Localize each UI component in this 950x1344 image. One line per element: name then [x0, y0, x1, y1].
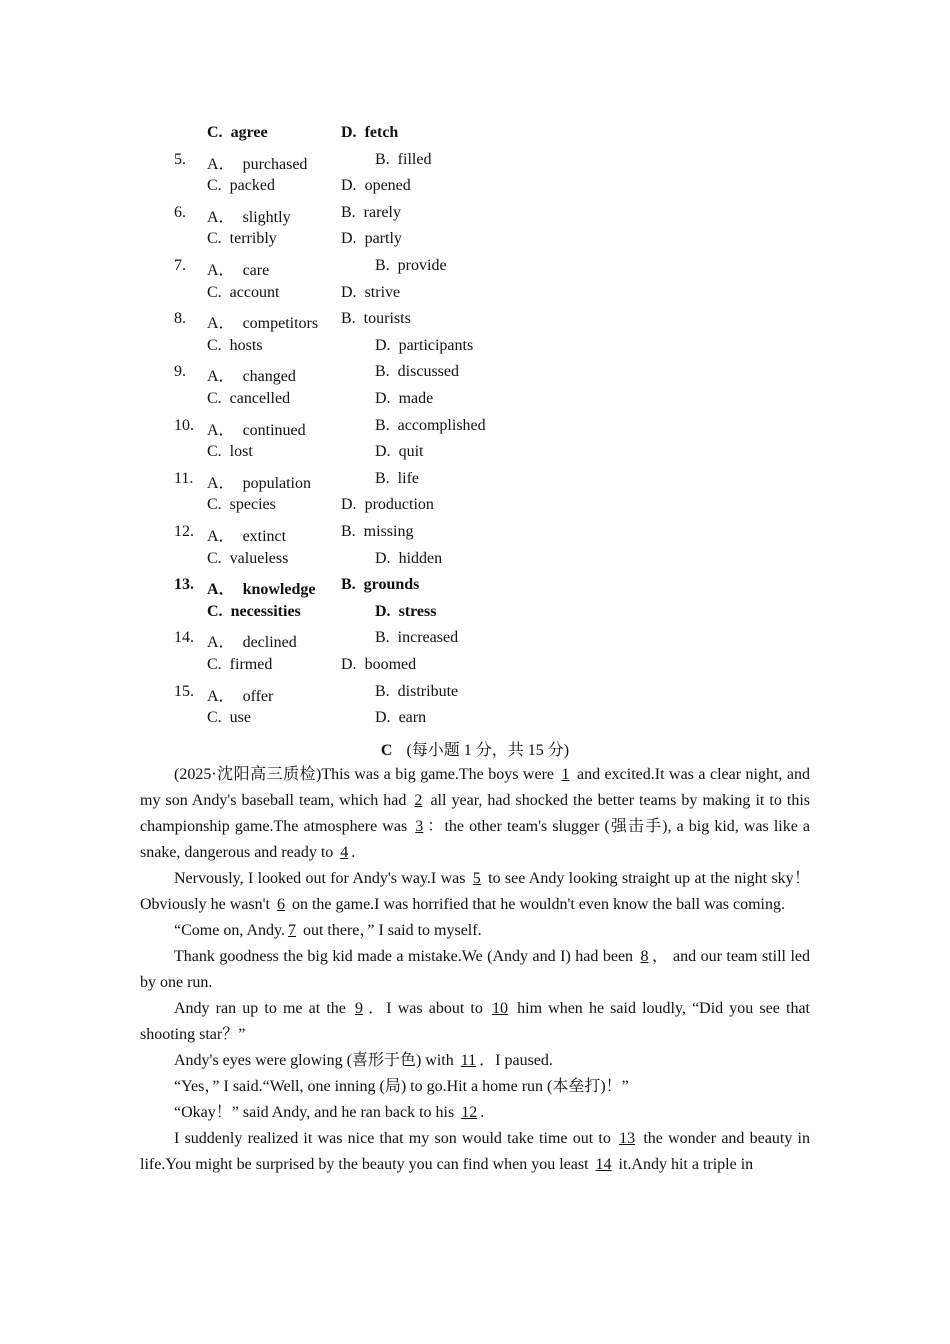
option-letter: B. — [375, 629, 390, 647]
answer-option — [207, 576, 315, 599]
answer-option — [341, 310, 411, 328]
passage-text: to see Andy looking straight up at the night sky！Obviously he wasn't — [140, 870, 810, 913]
option-text: quit — [398, 443, 424, 461]
cloze-blank: 6 — [276, 896, 285, 913]
question-number: 13. — [174, 576, 194, 594]
question-row — [0, 257, 950, 283]
answer-option — [341, 523, 413, 541]
option-text: account — [229, 283, 280, 301]
option-text: use — [229, 709, 251, 727]
cloze-blank: 5 — [472, 870, 481, 887]
option-letter: B. — [375, 469, 390, 487]
answer-option — [207, 124, 268, 142]
question-row — [0, 177, 950, 203]
answer-option — [207, 177, 275, 195]
option-letter: A． — [207, 421, 235, 439]
option-text: firmed — [229, 656, 273, 673]
passage-text: Thank goodness the big kid made a mistake.We (Andy and I) had been — [174, 948, 638, 965]
answer-option — [207, 257, 269, 280]
option-letter: C. — [207, 656, 222, 673]
option-text: opened — [364, 177, 411, 195]
option-text: continued — [242, 421, 306, 439]
option-text: participants — [398, 336, 474, 354]
passage-paragraph — [140, 996, 810, 1048]
answer-option — [207, 470, 311, 493]
option-letter: D. — [375, 336, 391, 354]
passage-text: “Come on, Andy. — [174, 922, 285, 939]
option-text: strive — [364, 283, 401, 301]
answer-option — [375, 363, 459, 381]
option-letter: D. — [375, 549, 391, 567]
passage-text: (2025·沈阳高三质检)This was a big game.The boys were — [174, 766, 559, 783]
passage-text: it.Andy hit a triple in — [614, 1156, 754, 1173]
option-letter: D. — [341, 230, 357, 248]
option-text: earn — [398, 709, 427, 727]
answer-option — [375, 257, 447, 275]
option-letter: B. — [375, 682, 390, 700]
question-number: 6. — [174, 203, 186, 221]
option-letter: D. — [341, 656, 357, 673]
passage-paragraph — [140, 918, 810, 944]
option-letter: A． — [207, 528, 235, 545]
option-letter: D. — [375, 390, 391, 407]
option-letter: B. — [341, 576, 356, 594]
section-label: C — [380, 742, 393, 759]
question-row — [0, 629, 950, 655]
option-text: tourists — [363, 310, 411, 328]
option-letter: C. — [207, 443, 222, 461]
question-row — [0, 363, 950, 389]
question-row — [0, 230, 950, 256]
passage-paragraph — [140, 944, 810, 996]
option-letter: D. — [341, 177, 357, 195]
option-text: species — [229, 496, 276, 514]
option-text: increased — [397, 629, 459, 647]
answer-option — [341, 496, 434, 514]
question-number: 15. — [174, 682, 194, 700]
answer-option — [341, 576, 419, 594]
question-row — [0, 496, 950, 522]
cloze-passage — [140, 762, 810, 1178]
option-text: offer — [242, 687, 274, 705]
question-row — [0, 337, 950, 363]
option-text: made — [398, 390, 434, 407]
passage-paragraph — [140, 866, 810, 918]
option-text: hidden — [398, 549, 443, 567]
answer-option — [341, 284, 400, 302]
question-number: 7. — [174, 257, 186, 274]
option-letter: A． — [207, 581, 235, 599]
option-letter: B. — [375, 150, 390, 168]
option-text: extinct — [242, 528, 287, 545]
answer-option — [375, 470, 419, 488]
option-text: cancelled — [229, 390, 291, 407]
option-letter: A． — [207, 634, 235, 652]
answer-option — [375, 550, 442, 568]
option-text: agree — [230, 124, 268, 141]
cloze-blank: 1 — [561, 766, 570, 783]
passage-paragraph — [140, 1100, 810, 1126]
passage-text: out there，” I said to myself. — [298, 922, 482, 939]
option-letter: D. — [341, 283, 357, 301]
option-text: knowledge — [242, 581, 316, 599]
question-row — [0, 390, 950, 416]
option-text: population — [242, 474, 311, 492]
question-row — [0, 603, 950, 629]
passage-text: ．I was about to — [366, 1000, 489, 1017]
option-text: partly — [364, 230, 402, 248]
question-row — [0, 470, 950, 496]
option-letter: D. — [375, 709, 391, 727]
answer-option — [375, 709, 426, 727]
answer-option — [207, 204, 291, 227]
option-letter: A． — [207, 315, 235, 333]
option-letter: C. — [207, 230, 222, 248]
answer-option — [207, 709, 251, 727]
cloze-blank: 7 — [287, 922, 296, 939]
option-letter: A． — [207, 687, 235, 705]
answer-option — [207, 496, 276, 514]
option-text: valueless — [229, 549, 289, 567]
option-letter: B. — [341, 310, 356, 328]
answer-option — [375, 603, 436, 621]
question-row — [0, 443, 950, 469]
answer-option — [207, 390, 290, 408]
option-letter: C. — [207, 124, 223, 141]
question-number: 12. — [174, 523, 194, 540]
question-row — [0, 576, 950, 602]
option-text: terribly — [229, 230, 277, 248]
answer-option — [207, 443, 253, 461]
answer-option — [207, 656, 272, 674]
option-letter: C. — [207, 390, 222, 407]
section-heading — [0, 737, 950, 760]
answer-option — [375, 629, 458, 647]
option-text: purchased — [242, 155, 308, 173]
passage-text: and excited.It was a clear night, and my son Andy's baseball team, which had — [140, 766, 810, 809]
option-text: changed — [242, 368, 296, 386]
answer-option — [375, 683, 458, 701]
option-letter: D. — [341, 496, 357, 514]
answer-option — [207, 629, 297, 652]
option-letter: D. — [375, 443, 391, 461]
passage-text: the wonder and beauty in life.You might be surprised by the beauty you can find when you least — [140, 1130, 810, 1173]
option-text: rarely — [363, 203, 401, 221]
option-letter: B. — [375, 416, 390, 434]
question-number: 5. — [174, 150, 186, 168]
answer-option — [341, 177, 411, 195]
option-letter: A． — [207, 208, 235, 226]
answer-option — [207, 603, 301, 621]
answer-option — [207, 151, 307, 174]
answer-option — [375, 151, 431, 169]
option-text: discussed — [397, 363, 459, 381]
option-text: stress — [398, 602, 437, 620]
cloze-blank: 11 — [460, 1052, 477, 1069]
option-letter: B. — [341, 203, 356, 221]
cloze-blank: 14 — [595, 1156, 612, 1173]
option-text: life — [397, 469, 419, 487]
question-number: 9. — [174, 363, 186, 381]
option-letter: B. — [375, 363, 390, 381]
option-letter: A． — [207, 474, 235, 492]
question-number: 10. — [174, 416, 194, 434]
question-row — [0, 310, 950, 336]
passage-text: ．I paused. — [479, 1052, 553, 1069]
passage-text: “Yes，” I said.“Well, one inning (局) to go.Hit a home run (本垒打)！” — [174, 1078, 629, 1095]
option-text: grounds — [363, 576, 420, 594]
option-text: production — [364, 496, 434, 514]
option-letter: B. — [375, 257, 390, 274]
option-letter: A． — [207, 368, 235, 386]
cloze-blank: 2 — [414, 792, 423, 809]
passage-text: Nervously, I looked out for Andy's way.I was — [174, 870, 470, 887]
cloze-blank: 3 — [415, 818, 424, 835]
cloze-blank: 4 — [340, 844, 349, 861]
option-letter: C. — [207, 549, 222, 567]
answer-option — [207, 230, 277, 248]
answer-option — [375, 337, 473, 355]
answer-option — [207, 337, 263, 355]
question-row — [0, 124, 950, 150]
option-text: fetch — [364, 124, 399, 141]
question-row — [0, 151, 950, 177]
cloze-blank: 13 — [619, 1130, 636, 1147]
question-row — [0, 550, 950, 576]
passage-text: ：the other team's slugger (强击手), a big kid, was like a snake, dangerous and ready to — [140, 818, 810, 861]
option-letter: D. — [375, 602, 391, 620]
answer-option — [341, 230, 402, 248]
option-text: declined — [242, 634, 297, 652]
option-letter: C. — [207, 283, 222, 301]
question-row — [0, 683, 950, 709]
answer-option — [341, 124, 398, 142]
question-number: 11. — [174, 469, 194, 487]
option-text: accomplished — [397, 416, 486, 434]
passage-text: Andy's eyes were glowing (喜形于色) with — [174, 1052, 458, 1069]
option-text: care — [242, 262, 270, 279]
answer-option — [207, 310, 318, 333]
passage-paragraph — [140, 1126, 810, 1178]
option-letter: B. — [341, 523, 356, 540]
option-letter: C. — [207, 496, 222, 514]
section-note: (每小题 1 分，共 15 分) — [406, 742, 570, 759]
answer-option — [207, 523, 286, 546]
passage-paragraph — [140, 1074, 810, 1100]
passage-text: all year, had shocked the better teams by making it to this championship game.The atmosphere was — [140, 792, 810, 835]
option-text: slightly — [242, 208, 291, 226]
option-letter: C. — [207, 177, 222, 195]
question-number: 8. — [174, 310, 186, 328]
passage-text: him when he said loudly, “Did you see that shooting star？” — [140, 1000, 810, 1043]
answer-option — [375, 417, 486, 435]
answer-option — [207, 550, 288, 568]
answer-option — [341, 204, 401, 222]
option-letter: C. — [207, 709, 222, 727]
option-text: lost — [229, 443, 253, 461]
question-row — [0, 523, 950, 549]
passage-text: . — [351, 844, 356, 861]
answer-option — [207, 683, 273, 706]
option-text: filled — [397, 150, 432, 168]
question-row — [0, 204, 950, 230]
question-row — [0, 656, 950, 682]
option-text: distribute — [397, 682, 459, 700]
passage-text: on the game.I was horrified that he wouldn't even know the ball was coming. — [287, 896, 785, 913]
answer-option — [375, 443, 423, 461]
cloze-blank: 12 — [461, 1104, 478, 1121]
passage-paragraph — [140, 1048, 810, 1074]
option-letter: A． — [207, 155, 235, 173]
passage-text: I suddenly realized it was nice that my son would take time out to — [174, 1130, 617, 1147]
option-text: packed — [229, 177, 275, 195]
option-text: missing — [363, 523, 414, 540]
passage-text: . — [480, 1104, 485, 1121]
option-letter: C. — [207, 602, 223, 620]
answer-option — [207, 363, 296, 386]
option-text: boomed — [364, 656, 417, 673]
answer-option — [207, 284, 279, 302]
cloze-blank: 9 — [355, 1000, 363, 1017]
passage-text: Andy ran up to me at the — [174, 1000, 352, 1017]
answer-option — [375, 390, 433, 408]
option-text: provide — [397, 257, 447, 274]
cloze-blank: 10 — [492, 1000, 508, 1017]
passage-paragraph — [140, 762, 810, 866]
cloze-blank: 8 — [640, 948, 649, 965]
option-text: competitors — [242, 315, 319, 333]
option-text: hosts — [229, 336, 263, 354]
question-row — [0, 284, 950, 310]
passage-text: ， and our team still led by one run. — [140, 948, 810, 991]
passage-text: “Okay！” said Andy, and he ran back to his — [174, 1104, 459, 1121]
question-row — [0, 709, 950, 735]
option-text: necessities — [230, 602, 301, 620]
option-letter: D. — [341, 124, 357, 141]
question-row — [0, 417, 950, 443]
answer-option — [341, 656, 416, 674]
option-letter: C. — [207, 336, 222, 354]
option-letter: A． — [207, 262, 235, 279]
question-number: 14. — [174, 629, 194, 647]
answer-option — [207, 417, 306, 440]
